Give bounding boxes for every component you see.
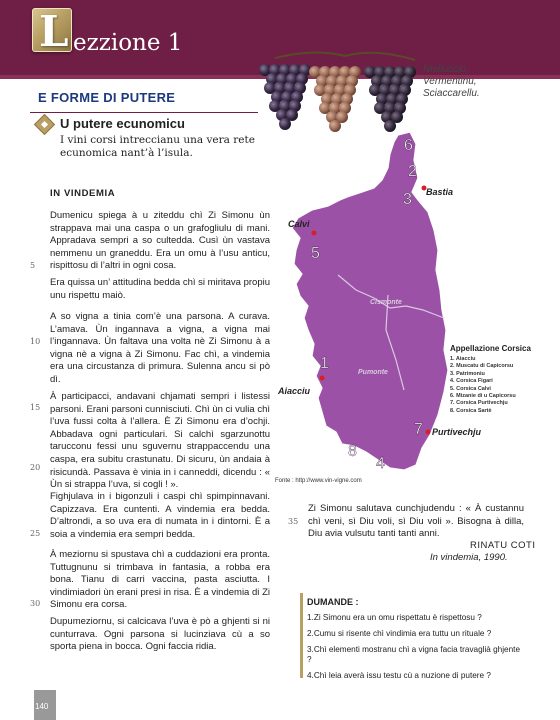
section-divider xyxy=(30,112,258,113)
article-work xyxy=(430,552,508,563)
line-number: 35 xyxy=(288,517,299,526)
legend-item: 1. Aiacciu xyxy=(450,356,476,362)
line-number: 10 xyxy=(30,337,41,346)
map-zone-number: 8 xyxy=(348,443,357,460)
legend-item: 7. Corsica Purtivechju xyxy=(450,400,508,407)
article-paragraph: À participacci, andavani chjamati sempri i listessi parsoni. Erani parsoni cunnisciuti. Chì ùn ci vulia chì l’uva fussi colta à l’allera. È Zi Simonu era d’ochji. Abbadava ogni particulari. Si calchì sgarzunottu tarucconu fessi unu sguvernu strappaccendu una caspa, era subitu crastunatu. Di sicuru, ùn andaia à risicundà. Passava è vinia in i canneddi, dicendu : « Ùn si strappa l’uva, si cogli ! ». xyxy=(50,391,270,491)
grape-caption xyxy=(423,64,480,100)
article-paragraph: À meziornu si spustava chì a cuddazioni era pronta. Tuttugnunu si trimbava in fantasia, a robba era bona. Tianu di carri vaccina, pasta asciutta. I vindimiadori ùn erani presi in risa. È a vindemia di Zi Simonu era corsa. xyxy=(50,549,270,611)
line-number: 5 xyxy=(30,261,36,270)
question-item: 4.Chì leia averà issu testu cù a nuzione di putere ? xyxy=(307,671,491,680)
questions-title: DUMANDE : xyxy=(307,597,359,607)
diamond-bullet-icon xyxy=(34,114,55,135)
line-number: 20 xyxy=(30,463,41,472)
calvi-label: Calvi xyxy=(288,219,310,229)
section-title: E FORME DI PUTERE xyxy=(38,90,176,105)
article-paragraph: Dupumeziornu, si calcicava l’uva è pò a ghjenti si ni cunturrava. Ogni parsona si lucinziava cù a so sporta piena in bocca. Ogni faccia ridia. xyxy=(50,616,270,653)
article-heading: IN VINDEMIA xyxy=(50,188,116,199)
legend-item: 2. Muscatu di Capicorsu xyxy=(450,363,514,370)
map-zone-number: 2 xyxy=(408,163,417,180)
question-item: 3.Chì elementi mostranu chì a vigna facia travaglià ghjente ? xyxy=(307,645,520,664)
legend-item: 4. Corsica Figari xyxy=(450,378,493,385)
cismonte-label: Cismonte xyxy=(370,299,402,306)
lesson-title: ezzione 1 xyxy=(73,30,183,56)
aiacciu-label: Aiacciu xyxy=(278,386,311,396)
questions-box xyxy=(300,593,522,678)
subsection-title: U putere ecunomicu xyxy=(60,116,185,131)
purtivechju-label: Purtivechju xyxy=(432,427,482,437)
calvi-marker xyxy=(312,231,317,236)
article-paragraph: Era quissa un’ attitudina bedda chì si miritava propiu unu rispettu maiò. xyxy=(50,277,270,301)
map-zone-number: 3 xyxy=(403,191,412,208)
legend-item: 6. Mizanie di u Capicorsu xyxy=(450,393,516,400)
article-paragraph: Fighjulava in i bigonzuli i caspi chì spimpinnavani. Capizzava. Era cuntenti. A vindemia era bedda. D’altrondi, a so uva era di numata in i dintorni. È a soia a vindemia era sempri bedda. xyxy=(50,491,270,540)
map-zone-number: 5 xyxy=(311,245,320,262)
purtivechju-marker xyxy=(426,430,431,435)
map-zone-number: 1 xyxy=(320,355,329,372)
pumonte-label: Pumonte xyxy=(358,369,388,376)
legend-item: 8. Corsica Sartè xyxy=(450,407,492,414)
legend-item: 3. Patrimoniu xyxy=(450,370,485,377)
map-zone-number: 4 xyxy=(376,455,385,472)
article-author: RINATU COTI xyxy=(470,540,536,551)
map-source: Fonte : http://www.vin-vigne.com xyxy=(275,478,362,484)
grape-caption-line: Sciaccarellu. xyxy=(423,88,480,99)
map-zone-number: 6 xyxy=(404,137,413,154)
lesson-badge xyxy=(32,7,72,56)
article-paragraph: A so vigna a tinia com’è una parsona. A curava. L’amava. Ùn ingannava a vigna, a vigna mai l’ingannava. Ùn faltava una volta nè Zi Simonu à a vigna nè a vigna à Zi Simonu. Fac chì, a vindemia era una circustanza di primura. Sulenna ancu si pò dì. xyxy=(50,311,270,385)
line-number: 25 xyxy=(30,529,41,538)
map-zone-number: 7 xyxy=(414,421,423,438)
lesson-badge-letter: L xyxy=(39,7,69,56)
subsection-intro: I vini corsi intreccianu una vera rete ecunomica nant’à l’isula. xyxy=(60,134,255,159)
grape-berry xyxy=(279,118,291,130)
grape-caption-line: Vermentinu, xyxy=(423,76,477,87)
legend-title: Appellazione Corsica xyxy=(450,344,531,353)
aiacciu-marker xyxy=(320,376,325,381)
question-item: 2.Cumu si risente chì vindimia era tuttu un rituale ? xyxy=(307,629,492,638)
map-legend xyxy=(450,344,560,415)
legend-item: 5. Corsica Calvi xyxy=(450,385,491,392)
line-number: 15 xyxy=(30,403,41,412)
grape-caption-line: Niellucciu, xyxy=(423,64,469,75)
question-item: 1.Zi Simonu era un omu rispettatu è rispettosu ? xyxy=(307,613,482,622)
article-paragraph: Dumenicu spiega à u ziteddu chì Zi Simonu ùn strappava mai una caspa o un grafogliulu di mani. Appradava sempri a so cultedda. Cusì ùn vastava nemmenu un graneddu. Era un omu à l’usu anticu, rispittosu di l’altri in ogni cosa. xyxy=(50,210,270,272)
bastia-label: Bastia xyxy=(426,187,454,197)
article-work-title: In vindemia, 1990. xyxy=(430,552,508,563)
page-number: 140 xyxy=(35,702,49,711)
article-continuation: Zi Simonu salutava cunchjudendu : « À custannu chì veni, sì Diu voli, sì Diu voli ». Bisogna à dilla, Diu avia vulsutu tanti tanti anni. xyxy=(308,503,524,540)
line-number: 30 xyxy=(30,599,41,608)
